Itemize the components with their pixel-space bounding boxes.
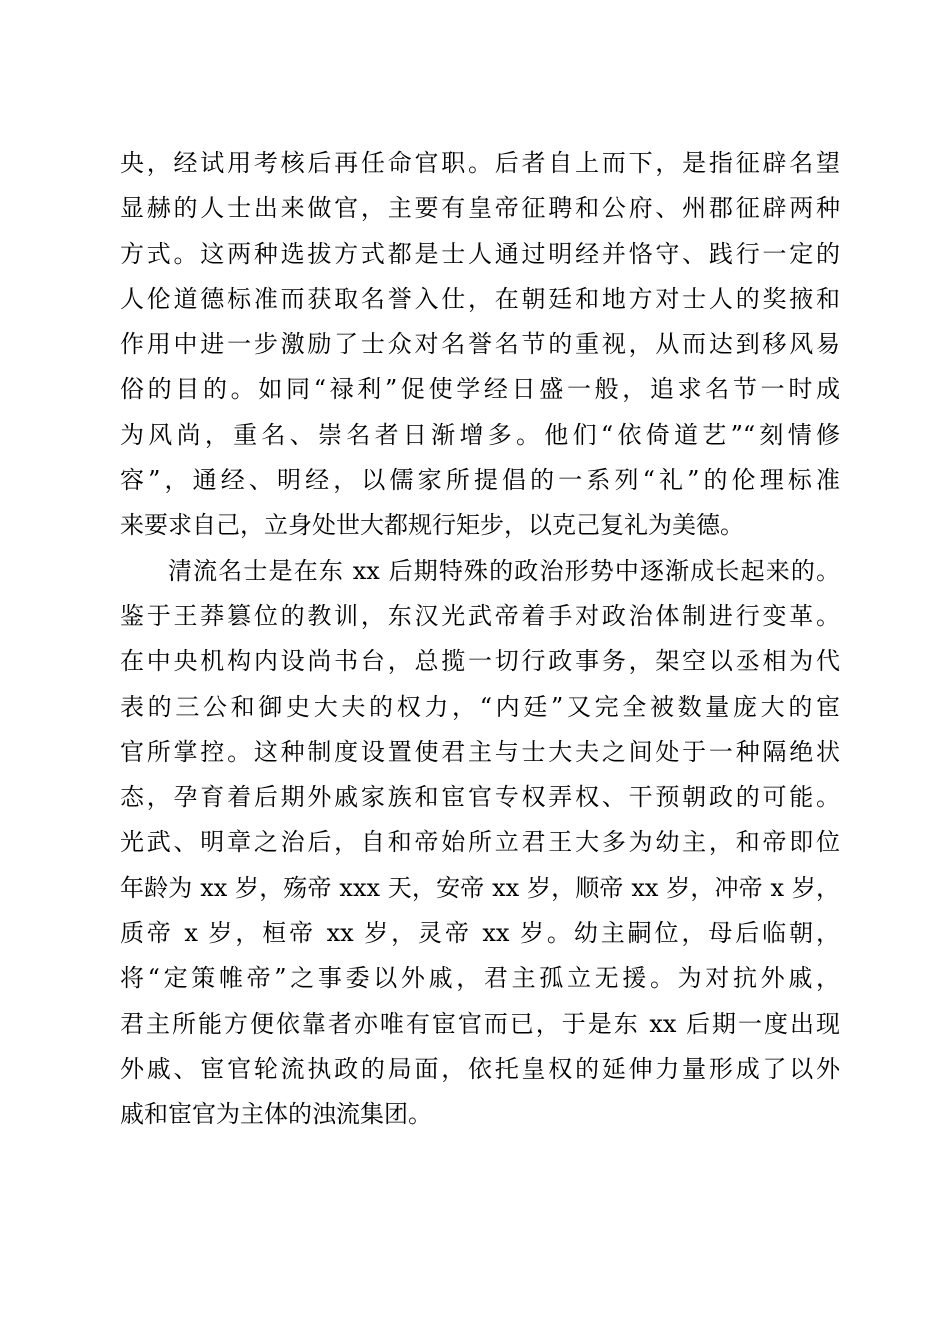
text-line: 戚和宦官为主体的浊流集团。 [120,1100,432,1129]
text-line: 显赫的人士出来做官，主要有皇帝征聘和公府、州郡征辟两种 [120,194,840,223]
text-line: 来要求自己，立身处世大都规行矩步，以克己复礼为美德。 [120,511,744,540]
text-line: 君主所能方便依靠者亦唯有宦官而已，于是东 xx 后期一度出现 [120,1009,840,1038]
text-line: 将“定策帷帝”之事委以外戚，君主孤立无援。为对抗外戚， [120,964,840,993]
text-line: 质帝 x 岁，桓帝 xx 岁，灵帝 xx 岁。幼主嗣位，母后临朝， [120,919,840,948]
text-line: 在中央机构内设尚书台，总揽一切行政事务，架空以丞相为代 [120,647,840,676]
document-body [120,141,840,1138]
paragraph-1 [120,141,840,549]
text-line: 官所掌控。这种制度设置使君主与士大夫之间处于一种隔绝状 [120,737,840,766]
text-line: 表的三公和御史大夫的权力，“内廷”又完全被数量庞大的宦 [120,692,840,721]
paragraph-2 [120,549,840,1138]
text-line: 鉴于王莽篡位的教训，东汉光武帝着手对政治体制进行变革。 [120,601,840,630]
text-line: 方式。这两种选拔方式都是士人通过明经并恪守、践行一定的 [120,239,840,268]
text-line: 作用中进一步激励了士众对名誉名节的重视，从而达到移风易 [120,330,840,359]
text-line: 外戚、宦官轮流执政的局面，依托皇权的延伸力量形成了以外 [120,1054,840,1083]
text-line: 年龄为 xx 岁，殇帝 xxx 天，安帝 xx 岁，顺帝 xx 岁，冲帝 x 岁， [120,873,840,902]
text-line: 人伦道德标准而获取名誉入仕，在朝廷和地方对士人的奖掖和 [120,284,840,313]
text-line: 容”，通经、明经，以儒家所提倡的一系列“礼”的伦理标准 [120,466,840,495]
text-line: 央，经试用考核后再任命官职。后者自上而下，是指征辟名望 [120,149,840,177]
text-line: 清流名士是在东 xx 后期特殊的政治形势中逐渐成长起来的。 [168,556,840,585]
text-line: 俗的目的。如同“禄利”促使学经日盛一般，追求名节一时成 [120,375,840,404]
text-line: 为风尚，重名、崇名者日渐增多。他们“依倚道艺”“刻情修 [120,420,840,449]
text-line: 态，孕育着后期外戚家族和宦官专权弄权、干预朝政的可能。 [120,783,840,812]
text-line: 光武、明章之治后，自和帝始所立君王大多为幼主，和帝即位 [120,828,840,857]
